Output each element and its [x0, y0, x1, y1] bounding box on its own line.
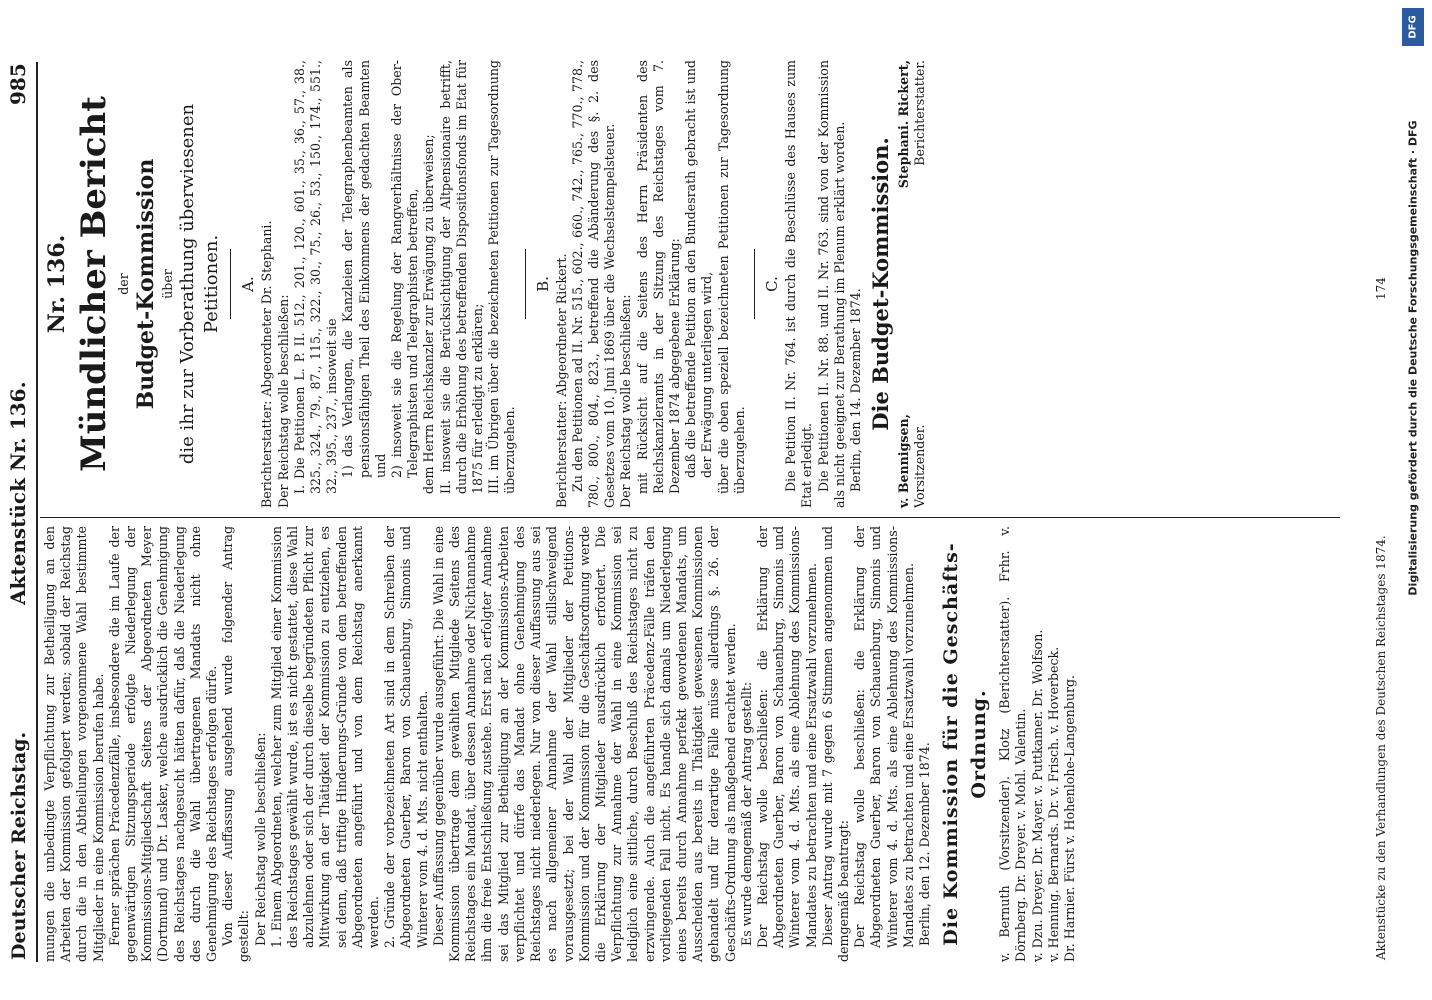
section-a-item: 2) insoweit sie die Regelung der Rangverhältnisse der Ober-Telegraphisten und Telegraphisten betreffen,	[389, 60, 421, 478]
commission-title: Die Kommission für die Geschäfts-Ordnung.	[940, 542, 991, 946]
document-title: Mündlicher Bericht	[74, 96, 114, 472]
paragraph: Ferner sprächen Präcedenzfälle, insbesondere die im Laufe der gegenwärtigen Sitzungsperiode erfolgte Niederlegung der Kommissions-Mitgliedschaft Seitens der Abgeordneten Meyer (Dortmund) und Dr. Lasker, welche ausdrücklich die Genehmigung des Reichstages nachgesucht hätten dafür, daß die Niederlegung des durch die Wahl übertragenen Mandats nicht ohne Genehmigung des Reichstages erfolgen dürfe.	[106, 526, 220, 962]
signature-left	[896, 414, 928, 508]
section-a-item: dem Herrn Reichskanzler zur Erwägung zu überweisen;	[421, 134, 437, 494]
page-footer-number: 174	[1374, 277, 1388, 300]
right-column	[42, 60, 929, 508]
digitization-note: Digitalisierung gefördert durch die Deutsche Forschungsgemeinschaft · DFG	[1406, 120, 1420, 596]
document-number: Nr. 136.	[44, 234, 70, 334]
subject-line: Petitionen.	[201, 234, 223, 334]
chair-name: v. Bennigsen,	[896, 413, 912, 508]
reporter-role: Berichterstatter.	[912, 60, 928, 166]
subject-line: die ihr zur Vorberathung überwiesenen	[177, 103, 199, 465]
date-line: Berlin, den 12. Dezember 1874.	[916, 742, 932, 946]
motion-item: 1. Einem Abgeordneten, welcher zum Mitglied einer Kommission des Reichstages gewählt wurde, ist es nicht gestattet, diese Wahl abzulehnen oder sich der durch dieselbe begründeten Pflicht zur Mitwirkung an der Thätigkeit der Kommission zu entziehen, es sei denn, daß triftige Hinderungs-Gründe von dem betreffenden Abgeordneten angeführt und von dem Reichstag anerkannt werden.	[268, 526, 382, 948]
dfg-logo: DFG	[1402, 8, 1424, 46]
paragraph: mungen die unbedingte Verpflichtung zur Betheiligung an den Arbeiten der Kommission gefolgert werden; sobald der Reichstag durch die in den Abtheilungen vorgenommene Wahl bestimmte Mitglieder in eine Kommission berufen habe.	[42, 526, 106, 962]
section-a-reporter: Berichterstatter: Abgeordneter Dr. Stephani.	[259, 220, 275, 508]
title-rule	[230, 249, 231, 319]
title-der: der	[116, 273, 131, 295]
section-a-item: I. Die Petitionen L. P. II. 512., 201., 120., 601., 35., 36., 57., 38., 325., 324., 79., 87., 115., 322., 30., 75., 26., 53., 150., 174., 551., 32., 395., 237., insoweit sie	[291, 60, 340, 494]
paragraph: Dieser Auffassung gegenüber wurde ausgeführt: Die Wahl in eine Kommission übertrage dem gewählten Mitgliede Seitens des Reichstages ein Mandat, über dessen Annahme oder Nichtannahme ihm die freie Entschließung zustehe. Erst nach erfolgter Annahme sei das Mitglied zur Betheiligung an der Kommissions-Arbeiten verpflichtet und dürfe das Mandat ohne Genehmigung des Reichstages nicht niederlegen. Nur von dieser Auffassung aus sei es nach allgemeiner Annahme der Wahl stillschweigend vorausgesetzt; bei der Wahl der Mitglieder der Petitions-Kommission und der Kommission für die Geschäftsordnung werde die Erklärung der Mitglieder ausdrücklich erfordert. Die Verpflichtung zur Annahme der Wahl in eine Kommission sei lediglich eine sittliche, durch Beschluß des Reichstages nicht zu erzwingende. Auch die angeführten Präcedenz-Fälle träfen den vorliegenden Fall nicht. Es handle sich damals um Niederlegung eines bereits durch Annahme perfekt gewordenen Mandats, um Ausscheiden aus bereits in Thätigkeit gewesenen Kommissionen gehandelt und für derartige Fälle müsse allerdings §. 26. der Geschäfts-Ordnung als maßgebend erachtet werden.	[430, 526, 738, 962]
section-b-text: Zu den Petitionen ad II. Nr. 515., 602., 660., 742., 765., 770., 778., 780., 800., 804., 823., betreffend die Abänderung des §. 2. des Gesetzes vom 10. Juni 1869 über die Wechselstempelsteuer.	[569, 60, 618, 508]
signatures	[896, 60, 928, 508]
running-head-center: Aktenstück Nr. 136.	[6, 381, 30, 605]
member-line: v. Bernuth (Vorsitzender). Klotz (Berichterstatter). Frhr. v. Dörnberg. Dr. Dreyer. v. Mohl. Valentin.	[997, 526, 1029, 962]
motion-text: Der Reichstag wolle beschließen: die Erklärung der Abgeordneten Guerber, Baron von Schauenburg, Simonis und Winterer vom 4. d. Mts. als eine Ablehnung des Kommissions-Mandates zu betrachten und eine Ersatzwahl vorzunehmen.	[754, 526, 819, 948]
commission-name: Budget-Kommission	[133, 158, 160, 410]
section-rule	[754, 249, 755, 319]
header-rule	[36, 62, 38, 962]
section-b-quote: daß die betreffende Petition an den Bundesrath gebracht ist und der Erwägung unterliegen wird,	[683, 60, 715, 478]
member-line: v. Dzu. Dreyer. Dr. Mayer. v. Puttkamer. Dr. Wolfson.	[1029, 629, 1045, 962]
motion-item: 2. Gründe der vorbezeichneten Art sind in dem Schreiben der Abgeordneten Guerber, Baron von Schauenburg, Simonis und Winterer vom 4. d. Mts. nicht enthalten.	[382, 526, 430, 948]
title-ueber: über	[160, 269, 176, 299]
paragraph: Es wurde demgemäß der Antrag gestellt:	[738, 681, 754, 946]
section-b-text: über die oben speziell bezeichneten Petitionen zur Tagesordnung überzugehen.	[715, 60, 747, 494]
signature-right	[896, 60, 928, 188]
digitization-sidebar	[1398, 8, 1428, 708]
chair-role: Vorsitzender.	[912, 424, 928, 508]
member-line: v. Henning. Bernards. Dr. v. Frisch. v. Hoverbeck.	[1045, 646, 1061, 962]
member-line: Dr. Harnier. Fürst v. Hohenlohe-Langenburg.	[1061, 674, 1077, 962]
section-a-intro: Der Reichstag wolle beschließen:	[275, 294, 291, 508]
section-c-text: Die Petition II. Nr. 764. ist durch die Beschlüsse des Hauses zum Etat erledigt.	[783, 60, 815, 508]
date-line: Berlin, den 14. Dezember 1874.	[847, 288, 863, 492]
motion-text: Der Reichstag wolle beschließen: die Erklärung der Abgeordneten Guerber, Baron von Schauenburg, Simonis und Winterer vom 4. d. Mts. als eine Ablehnung des Kommissions-Mandates zu betrachten und eine Ersatzwahl vorzunehmen.	[852, 526, 916, 948]
section-b-reporter: Berichterstatter: Abgeordneter Rickert.	[553, 253, 569, 508]
paragraph: Von dieser Auffassung ausgehend wurde folgender Antrag gestellt:	[220, 526, 252, 962]
section-b-intro: Der Reichstag wolle beschließen:	[618, 294, 634, 508]
left-footer: Aktenstücke zu den Verhandlungen des Deutschen Reichstages 1874.	[1374, 535, 1388, 960]
section-c-text: Die Petitionen II. Nr. 88. und II. Nr. 763. sind von der Kommission als nicht geeignet zur Berathung im Plenum erklärt worden.	[815, 60, 847, 508]
section-a-item: III. im Übrigen über die bezeichneten Petitionen zur Tagesordnung überzugehen.	[486, 60, 518, 494]
section-b-label: B.	[533, 276, 552, 292]
section-a-item: II. insoweit sie die Berücksichtigung der Altpensionaire betrifft, durch die Erhöhung des betreffenden Dispositionsfonds im Etat für 1875 für erledigt zu erklären;	[437, 60, 486, 494]
page-number: 985	[6, 63, 30, 105]
reporter-names: Stephani. Rickert,	[896, 60, 912, 189]
section-rule	[525, 249, 526, 319]
closing-title: Die Budget-Kommission.	[868, 137, 894, 431]
column-divider	[40, 517, 1340, 518]
section-a-item: 1) das Verlangen, die Kanzleien der Telegraphenbeamten als pensionsfähigen Theil des Einkommens der gedachten Beamten und	[340, 60, 388, 478]
section-c-label: C.	[763, 276, 782, 292]
motion-intro: Der Reichstag wolle beschließen:	[252, 732, 268, 946]
running-head-left: Deutscher Reichstag.	[8, 731, 30, 960]
section-a-label: A.	[239, 276, 258, 292]
left-column	[42, 526, 1078, 962]
paragraph: Dieser Antrag wurde mit 7 gegen 6 Stimmen angenommen und demgemäß beantragt:	[819, 526, 851, 962]
section-b-text: mit Rücksicht auf die Seitens des Herrn Präsidenten des Reichskanzleramts in der Sitzung des Reichstages vom 7. Dezember 1874 abgegebene Erklärung:	[634, 60, 683, 494]
